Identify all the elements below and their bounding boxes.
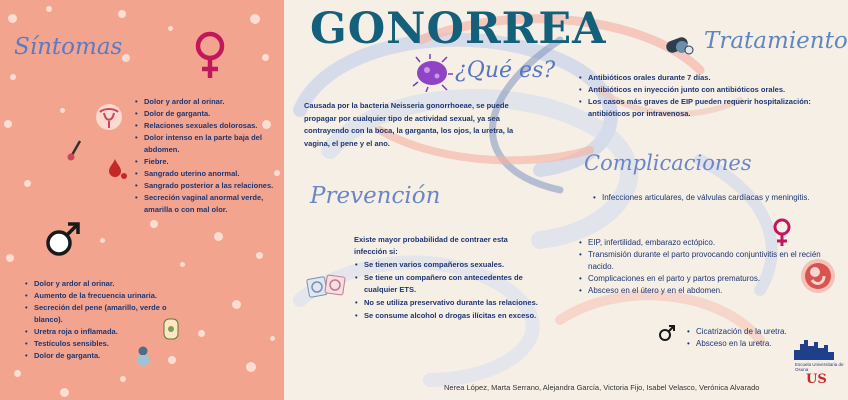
que-es-paragraph: Causada por la bacteria Neisseria gonorrhoeae, se puede propagar por cualquier tipo de actividad sexual, ya sea contrayendo con la boca, la garganta, los ojos, la uretra, la vagina, el pene y el ano. [304, 101, 514, 148]
list-item: • Cicatrización de la uretra. [686, 326, 816, 338]
list-item: • Los casos más graves de EIP pueden requerir hospitalización: antibióticos por intravenosa. [578, 96, 840, 120]
heading-que-es: ¿Qué es? [455, 58, 556, 83]
list-item: • Dolor y ardor al orinar. [24, 278, 180, 290]
list-item: • Dolor y ardor al orinar. [134, 96, 276, 108]
authors-footer: Nerea López, Marta Serrano, Alejandra García, Victoria Fijo, Isabel Velasco, Verónica Alvarado [444, 383, 760, 392]
female-symbol-icon [188, 30, 232, 80]
list-item: • Infecciones articulares, de válvulas cardíacas y meningitis. [592, 192, 844, 204]
female-symptoms-list [134, 96, 276, 216]
list-item: • Complicaciones en el parto y partos prematuros. [578, 273, 840, 285]
us-logo-mark: US [806, 372, 827, 387]
heading-complicaciones: Complicaciones [584, 151, 752, 175]
prevencion-block [354, 234, 538, 322]
list-item: • Secreción vaginal anormal verde, amarilla o con mal olor. [134, 192, 276, 216]
list-item: • Uretra roja o inflamada. [24, 326, 180, 338]
list-item: • Antibióticos orales durante 7 días. [578, 72, 840, 84]
complicaciones-female-list [578, 237, 840, 297]
male-symptoms-list [24, 278, 180, 362]
prevencion-intro: Existe mayor probabilidad de contraer esta infección si: [354, 235, 508, 256]
list-item: • No se utiliza preservativo durante las relaciones. [354, 297, 538, 309]
list-item: • Dolor de garganta. [134, 108, 276, 120]
list-item: • Fiebre. [134, 156, 276, 168]
male-symbol-small-icon [658, 324, 676, 342]
blood-drop-icon [108, 156, 130, 180]
university-logo-icon [792, 336, 836, 362]
list-item: • Se consume alcohol o drogas ilícitas en exceso. [354, 310, 538, 322]
uterus-illustration-icon [94, 102, 124, 132]
logo-text: Escuela Universitaria de Osuna [795, 362, 844, 372]
list-item: • Dolor de garganta. [24, 350, 180, 362]
list-item: • EIP, infertilidad, embarazo ectópico. [578, 237, 840, 249]
complicaciones-general [592, 192, 844, 204]
heading-prevencion: Prevención [310, 183, 441, 209]
list-item: • Absceso en el útero y en el abdomen. [578, 285, 840, 297]
list-item: • Testículos sensibles. [24, 338, 180, 350]
pills-icon [664, 34, 694, 56]
list-item: • Dolor intenso en la parte baja del abdomen. [134, 132, 276, 156]
heading-sintomas: Síntomas [14, 34, 123, 60]
bacteria-icon [412, 54, 454, 92]
heading-tratamiento: Tratamiento [704, 28, 848, 54]
thermometer-icon [66, 138, 86, 162]
poster-title: GONORREA [310, 4, 607, 54]
list-item: • Se tiene un compañero con antecedentes de cualquier ETS. [354, 272, 538, 296]
list-item: • Sangrado posterior a las relaciones. [134, 180, 276, 192]
list-item: • Antibióticos en inyección junto con antibióticos orales. [578, 84, 840, 96]
male-symbol-icon [44, 220, 82, 258]
list-item: • Secreción del pene (amarillo, verde o blanco). [24, 302, 180, 326]
list-item: • Relaciones sexuales dolorosas. [134, 120, 276, 132]
list-item: • Transmisión durante el parto provocando conjuntivitis en el recién nacido. [578, 249, 840, 273]
condom-packets-icon [306, 272, 346, 300]
list-item: • Absceso en la uretra. [686, 338, 816, 350]
list-item: • Sangrado uterino anormal. [134, 168, 276, 180]
list-item: • Aumento de la frecuencia urinaria. [24, 290, 180, 302]
list-item: • Se tienen varios compañeros sexuales. [354, 259, 538, 271]
tratamiento-list [578, 72, 840, 120]
